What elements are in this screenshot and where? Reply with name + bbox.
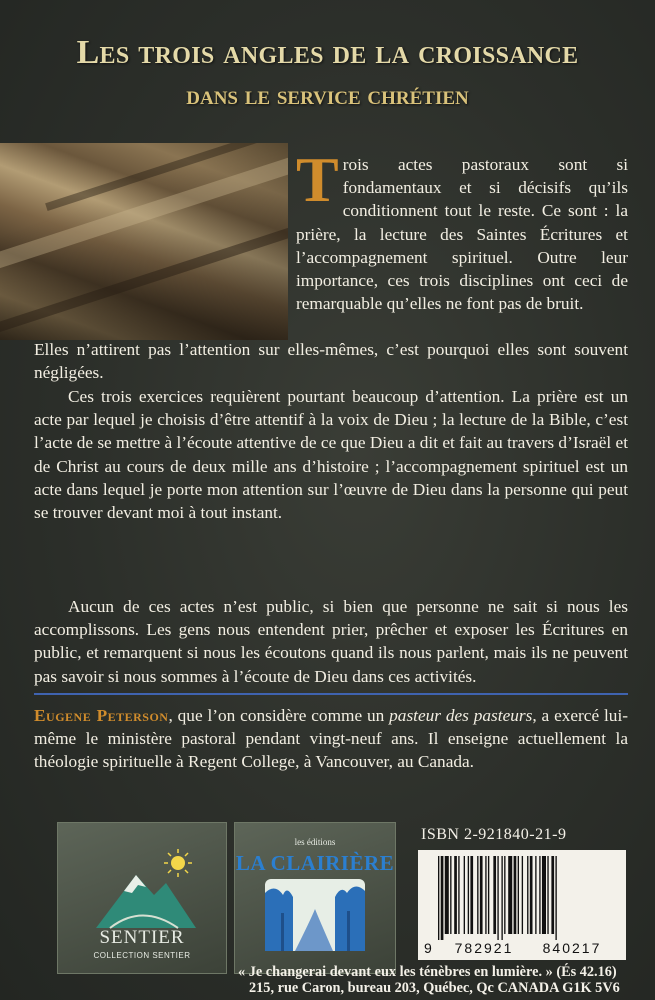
clairiere-trees-icon [235, 823, 395, 973]
paragraph-3: Aucun de ces actes n’est public, si bien que personne ne sait si nous les accomplissons. Les gens nous entendent prier, prêcher et exposer les Écritures en public, et remarquent si nous les écoutons quand ils nous parlent, mais ils ne peuvent pas savoir si nous sommes à l’écoute de Dieu dans ces activités. [34, 597, 628, 686]
intro-paragraph [296, 144, 628, 315]
author-text-after: , a exercé lui-même le ministère pastoral pendant vingt-neuf ans. Il enseigne actuellement la théologie spirituelle à Regent College, à Vancouver, au Canada. [34, 706, 629, 772]
clairiere-name: LA CLAIRIÈRE [235, 851, 395, 875]
isbn-text: ISBN 2-921840-21-9 [421, 826, 567, 843]
stone-photo [0, 143, 288, 340]
author-bio [34, 704, 628, 774]
intro-continuation: Elles n’attirent pas l’attention sur elles-mêmes, c’est pourquoi elles sont souvent négligées. [34, 340, 628, 383]
clairiere-prefix: les éditions [294, 837, 336, 847]
author-italic: pasteur des pasteurs [389, 706, 533, 725]
barcode-left-digits: 782921 [454, 940, 514, 956]
author-text-before: , que l’on considère comme un [168, 706, 390, 725]
title-line-1: Les trois angles de la croissance [76, 34, 579, 71]
sentier-logo-box [57, 822, 227, 974]
barcode-right-digits: 840217 [542, 940, 602, 956]
clairiere-logo-box [234, 822, 396, 974]
paragraph-2: Ces trois exercices requièrent pourtant beaucoup d’attention. La prière est un acte par lequel je choisis d’être attentif à la voix de Dieu ; la lecture de la Bible, c’est l’acte de se mettre à l’écoute attentive de ce que Dieu a dit et fait au travers d’Israël et de Christ au cours de deux mille ans d’histoire ; l’accompagnement spirituel est un acte dans lequel je porte mon attention sur l’œuvre de Dieu dans la personne qui peut se trouver devant moi à tout instant. [34, 387, 628, 523]
author-name: Eugene Peterson [34, 706, 169, 725]
intro-text: rois actes pastoraux sont si fondamentaux et si décisifs qu’ils conditionnent tout le reste. Ce sont : la prière, la lecture des Saintes Écritures et l’accompagnement spirituel. Outre leur importance, ces trois disciplines ont ceci de remarquable qu’elles ne font pas de bruit. [296, 155, 628, 314]
divider-rule [34, 693, 628, 695]
title-line-2: dans le service chrétien [186, 80, 469, 110]
barcode [418, 850, 626, 960]
sentier-collection: COLLECTION SENTIER [93, 951, 191, 960]
quote-line: « Je changerai devant eux les ténèbres en lumière. » (És 42.16) [238, 964, 617, 980]
drop-cap: T [296, 144, 339, 215]
sentier-name: SENTIER [99, 927, 185, 948]
publisher-address: 215, rue Caron, bureau 203, Québec, Qc CANADA G1K 5V6 [249, 980, 620, 996]
barcode-first-digit: 9 [424, 940, 432, 956]
